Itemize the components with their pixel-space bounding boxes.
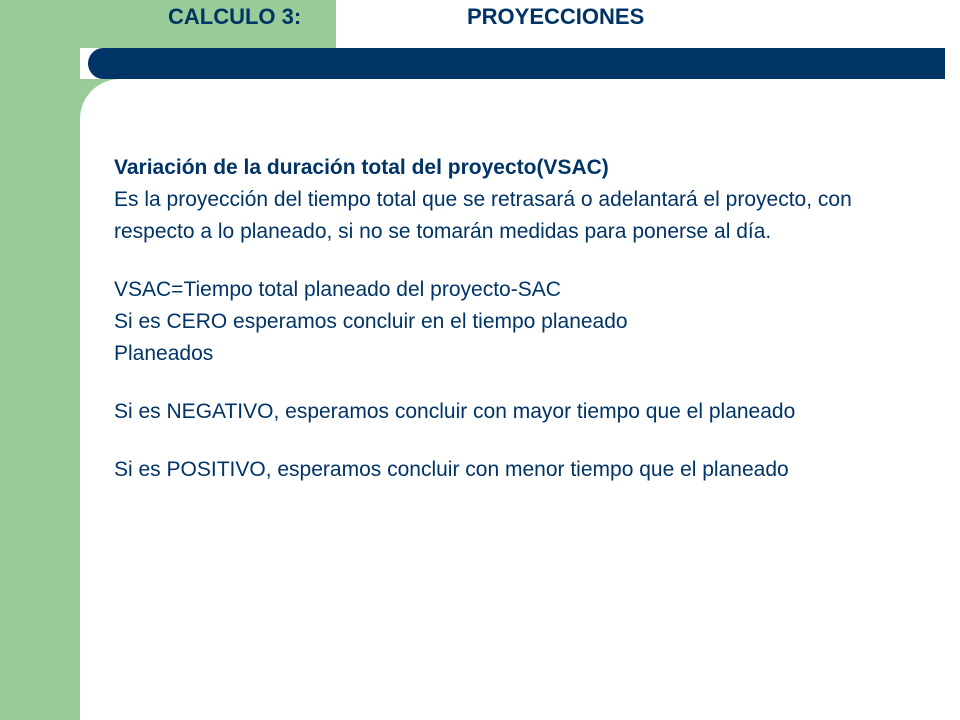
header-section-label: CALCULO 3: xyxy=(168,4,302,29)
content-negative-case: Si es NEGATIVO, esperamos concluir con mayor tiempo que el planeado xyxy=(114,400,796,423)
content-description: Es la proyección del tiempo total que se retrasará o adelantará el proyecto, con respecto a lo planeado, si no se tomarán medidas para ponerse al día. xyxy=(114,188,852,243)
spacer xyxy=(114,370,904,396)
content-title: Variación de la duración total del proyecto(VSAC) xyxy=(114,156,609,179)
spacer xyxy=(114,428,904,454)
content-body xyxy=(114,152,904,486)
spacer xyxy=(114,248,904,274)
content-zero-case-continued: Planeados xyxy=(114,342,214,365)
content-positive-case: Si es POSITIVO, esperamos concluir con menor tiempo que el planeado xyxy=(114,458,789,481)
content-formula: VSAC=Tiempo total planeado del proyecto-SAC xyxy=(114,278,561,301)
content-zero-case: Si es CERO esperamos concluir en el tiempo planeado xyxy=(114,310,628,333)
left-green-band xyxy=(0,0,80,720)
header-navy-bar xyxy=(88,48,945,79)
header-topic-label: PROYECCIONES xyxy=(467,4,645,29)
